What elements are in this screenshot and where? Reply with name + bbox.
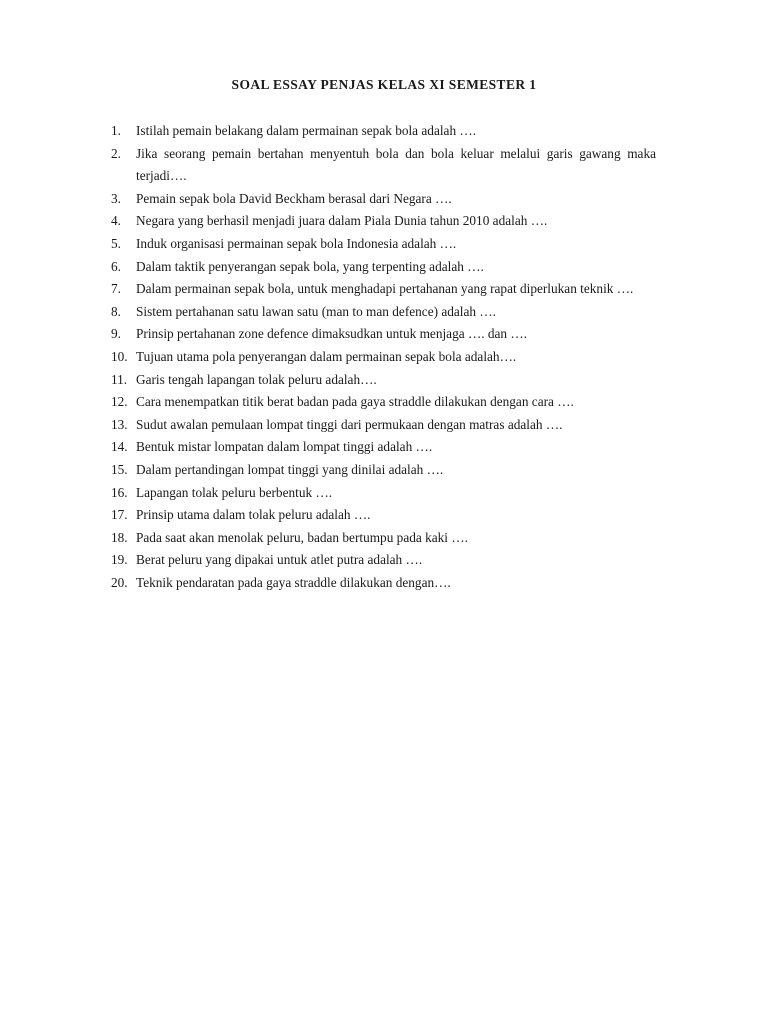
question-item <box>111 143 656 188</box>
document-title: SOAL ESSAY PENJAS KELAS XI SEMESTER 1 <box>231 77 537 92</box>
question-text: Bentuk mistar lompatan dalam lompat tinggi adalah …. <box>136 439 433 455</box>
question-item <box>111 459 656 482</box>
question-text: Dalam permainan sepak bola, untuk menghadapi pertahanan yang rapat diperlukan teknik …. <box>136 281 634 297</box>
question-number: 17. <box>111 507 128 523</box>
question-text: Istilah pemain belakang dalam permainan sepak bola adalah …. <box>136 123 477 138</box>
question-number: 13. <box>111 416 128 432</box>
question-item <box>111 414 656 437</box>
question-item <box>111 301 656 324</box>
question-list <box>111 120 656 594</box>
question-number: 16. <box>111 484 128 500</box>
question-text: Prinsip utama dalam tolak peluru adalah …. <box>136 507 371 523</box>
question-text: Dalam pertandingan lompat tinggi yang dinilai adalah …. <box>136 461 444 477</box>
question-number: 11. <box>111 371 128 387</box>
question-item <box>111 233 656 256</box>
question-item <box>111 572 656 595</box>
question-text: Teknik pendaratan pada gaya straddle dilakukan dengan…. <box>136 574 451 590</box>
question-text: Tujuan utama pola penyerangan dalam permainan sepak bola adalah…. <box>136 348 517 364</box>
question-text: Pemain sepak bola David Beckham berasal dari Negara …. <box>136 190 452 206</box>
question-number: 6. <box>111 258 121 274</box>
question-number: 20. <box>111 574 128 590</box>
question-item <box>111 188 656 211</box>
question-item <box>111 436 656 459</box>
question-text: Sistem pertahanan satu lawan satu (man to man defence) adalah …. <box>136 303 496 319</box>
question-text: Cara menempatkan titik berat badan pada gaya straddle dilakukan dengan cara …. <box>136 394 574 410</box>
question-text: Induk organisasi permainan sepak bola Indonesia adalah …. <box>136 235 457 251</box>
question-number: 19. <box>111 552 128 568</box>
question-number: 2. <box>111 145 121 161</box>
question-number: 1. <box>111 123 121 138</box>
question-number: 12. <box>111 394 128 410</box>
question-text: Garis tengah lapangan tolak peluru adalah…. <box>136 371 377 387</box>
question-item <box>111 346 656 369</box>
question-text: Lapangan tolak peluru berbentuk …. <box>136 484 333 500</box>
question-text: Berat peluru yang dipakai untuk atlet putra adalah …. <box>136 552 423 568</box>
question-number: 9. <box>111 326 121 342</box>
question-number: 7. <box>111 281 121 297</box>
question-item <box>111 120 656 143</box>
question-text: Sudut awalan pemulaan lompat tinggi dari permukaan dengan matras adalah …. <box>136 416 563 432</box>
question-text: Jika seorang pemain bertahan menyentuh bola dan bola keluar melalui garis gawang maka terjadi…. <box>136 145 656 184</box>
question-item <box>111 256 656 279</box>
question-text: Pada saat akan menolak peluru, badan bertumpu pada kaki …. <box>136 529 468 545</box>
question-number: 3. <box>111 190 121 206</box>
question-number: 8. <box>111 303 121 319</box>
question-item <box>111 527 656 550</box>
question-item <box>111 278 656 301</box>
question-item <box>111 323 656 346</box>
question-number: 18. <box>111 529 128 545</box>
question-number: 5. <box>111 235 121 251</box>
question-number: 4. <box>111 213 121 229</box>
question-number: 15. <box>111 461 128 477</box>
question-text: Negara yang berhasil menjadi juara dalam Piala Dunia tahun 2010 adalah …. <box>136 213 548 229</box>
question-text: Dalam taktik penyerangan sepak bola, yang terpenting adalah …. <box>136 258 484 274</box>
question-item <box>111 391 656 414</box>
question-number: 10. <box>111 348 128 364</box>
question-item <box>111 549 656 572</box>
question-item <box>111 210 656 233</box>
question-item <box>111 504 656 527</box>
question-item <box>111 369 656 392</box>
question-item <box>111 482 656 505</box>
question-number: 14. <box>111 439 128 455</box>
question-text: Prinsip pertahanan zone defence dimaksudkan untuk menjaga …. dan …. <box>136 326 528 342</box>
